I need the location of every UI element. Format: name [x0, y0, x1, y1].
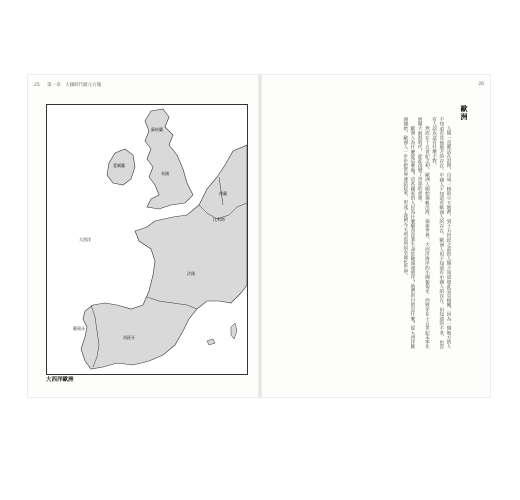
right-page — [262, 75, 490, 397]
left-page-number: 25 — [34, 83, 40, 88]
label-england: 英國 — [161, 171, 169, 176]
left-page-header — [34, 82, 107, 88]
left-page — [28, 75, 258, 397]
paragraph: 歐洲人為什麼能這麼做？這些國家的人民為什麼願意冒著生命危險遠渡重洋？他們的目的是什麼？從大西洋歐洲開始，歐洲人一步步把世界連結起來，形成了我們今天所看到的全球化世界。 — [402, 117, 415, 349]
right-page-number: 26 — [478, 82, 484, 87]
label-belgium: 比利時 — [213, 217, 225, 222]
paragraph: 然而在十五世紀之初，歐洲人開始揚帆出海，探索世界，大西洋海岸的小國葡萄牙、西班牙在十五世紀末率先展開大航海時代，從此改變了世界的命運。 — [417, 117, 430, 349]
label-atlantic: 大西洋 — [79, 237, 91, 242]
label-spain: 西班牙 — [123, 335, 135, 340]
label-ireland: 愛爾蘭 — [113, 163, 125, 168]
book-spread — [28, 75, 490, 397]
label-scotland: 蘇格蘭 — [151, 127, 163, 132]
paragraph: 人類一直都活在封閉、自成一格的小天地裡，到十五世紀之前的人類不知道彼此息息相關，因為一個地方的人不知道有其他地方的存在。中國人不知道有歐洲人的存在，歐洲人也不知道有中國人的存在。但知道的不多，也沒有人認為這有什麼不對。 — [431, 117, 451, 349]
body-text — [274, 117, 452, 349]
section-title: 歐洲 — [460, 105, 469, 121]
label-netherlands: 荷蘭 — [219, 191, 227, 196]
map-svg — [47, 105, 247, 374]
label-portugal: 葡萄牙 — [73, 326, 85, 331]
atlantic-europe-map — [46, 104, 248, 375]
map-caption: 大西洋歐洲 — [46, 377, 74, 383]
label-france: 法國 — [187, 271, 195, 276]
left-running-header: 第一章 大國時代歐元方塊 — [47, 83, 102, 88]
